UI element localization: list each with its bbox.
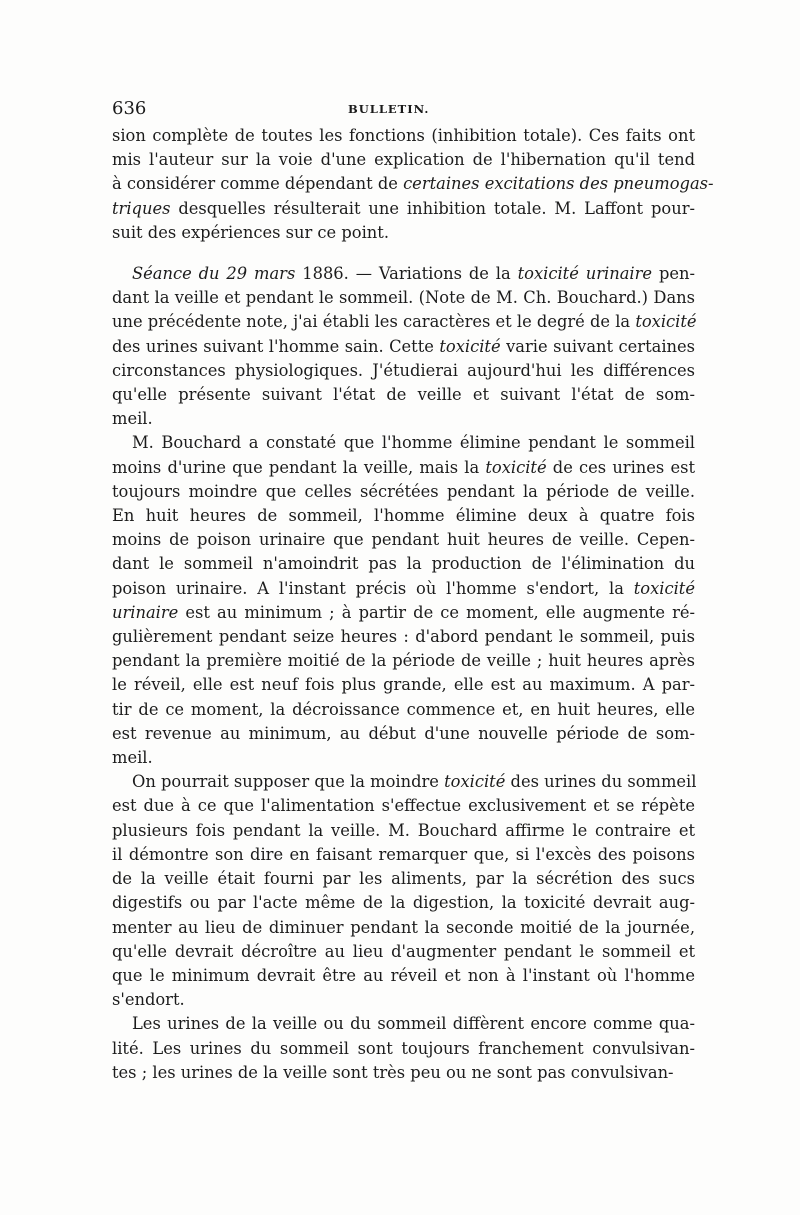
text-line (112, 286, 695, 310)
text-run: de la veille était fourni par les aliments, par la sécrétion des sucs (112, 869, 695, 889)
running-head (112, 98, 695, 122)
paragraph-moindre-toxicite (112, 770, 695, 1012)
text-line (112, 819, 695, 843)
text-line (112, 172, 714, 196)
text-line (112, 407, 695, 431)
text-run: il démontre son dire en faisant remarquer que, si l'excès des poisons (112, 844, 695, 864)
text-line (112, 698, 695, 722)
text-run: circonstances physiologiques. J'étudierai aujourd'hui les différences (112, 360, 695, 380)
text-run: est au minimum ; à partir de ce moment, elle augmente ré- (178, 602, 695, 622)
text-run: En huit heures de sommeil, l'homme élimine deux à quatre fois (112, 506, 695, 526)
text-line (112, 1037, 695, 1061)
text-run: meil. (112, 409, 153, 429)
text-run: des urines suivant l'homme sain. Cette (112, 336, 440, 356)
text-line (112, 456, 695, 480)
page-number: 636 (112, 98, 147, 119)
text-run: Les urines de la veille ou du sommeil diffèrent encore comme qua- (132, 1014, 695, 1034)
text-line (112, 552, 695, 576)
text-run: est revenue au minimum, au début d'une nouvelle période de som- (112, 723, 695, 743)
italic-run: toxicité (635, 312, 697, 332)
text-run: tir de ce moment, la décroissance commence et, en huit heures, elle (112, 699, 695, 719)
text-line (112, 649, 695, 673)
text-line (112, 843, 695, 867)
text-line (112, 480, 695, 504)
text-line (112, 577, 695, 601)
text-run: toujours moindre que celles sécrétées pendant la période de veille. (112, 481, 695, 501)
paragraph-bouchard-constat (112, 431, 695, 770)
text-run: dant le sommeil n'amoindrit pas la production de l'élimination du (112, 554, 695, 574)
text-line (112, 1012, 695, 1036)
text-run: moins de poison urinaire que pendant huit heures de veille. Cepen- (112, 530, 695, 550)
text-line (112, 964, 695, 988)
italic-run: toxicité (439, 336, 501, 356)
italic-run: toxicité (485, 457, 547, 477)
italic-run: certaines excitations des pneumogas- (403, 174, 714, 194)
text-run: gulièrement pendant seize heures : d'abord pendant le sommeil, puis (112, 627, 695, 647)
text-run: des urines du sommeil (505, 772, 697, 792)
text-run: mis l'auteur sur la voie d'une explication de l'hibernation qu'il tend (112, 150, 695, 170)
text-run: desquelles résulterait une inhibition totale. M. Laffont pour- (170, 198, 695, 218)
text-line (112, 504, 695, 528)
text-run: On pourrait supposer que la moindre (132, 772, 445, 792)
text-run: qu'elle devrait décroître au lieu d'augmenter pendant le sommeil et (112, 941, 695, 961)
text-line (112, 891, 695, 915)
text-run: tes ; les urines de la veille sont très peu ou ne sont pas convulsivan- (112, 1062, 674, 1082)
text-line (112, 601, 695, 625)
text-run: sion complète de toutes les fonctions (inhibition totale). Ces faits ont (112, 126, 695, 145)
italic-run: toxicité urinaire (517, 264, 653, 284)
text-run: M. Bouchard a constaté que l'homme élimine pendant le sommeil (132, 433, 695, 453)
paragraph-seance-29-mars (112, 262, 695, 431)
text-line (112, 148, 695, 172)
text-run: 1886. — Variations de la (295, 264, 518, 284)
paragraph-hibernation (112, 124, 714, 245)
text-line (112, 746, 695, 770)
italic-run: Séance du 29 mars (132, 264, 296, 284)
text-line (112, 940, 695, 964)
text-line (112, 359, 695, 383)
text-run: qu'elle présente suivant l'état de veille et suivant l'état de som- (112, 385, 695, 405)
text-run: pen- (652, 264, 695, 284)
text-run: une précédente note, j'ai établi les caractères et le degré de la (112, 312, 636, 332)
text-run: à considérer comme dépendant de (112, 174, 404, 194)
text-run: est due à ce que l'alimentation s'effectue exclusivement et se répète (112, 796, 695, 816)
text-line (112, 262, 695, 286)
text-run: s'endort. (112, 990, 185, 1010)
text-run: le réveil, elle est neuf fois plus grande, elle est au maximum. A par- (112, 675, 695, 695)
text-run: lité. Les urines du sommeil sont toujours franchement convulsivan- (112, 1038, 695, 1058)
italic-run: toxicité (444, 772, 506, 792)
section-gap (112, 245, 695, 262)
text-line (112, 794, 695, 818)
text-line (112, 383, 695, 407)
italic-run: triques (112, 198, 171, 218)
text-run: poison urinaire. A l'instant précis où l'homme s'endort, la (112, 578, 634, 598)
text-line (112, 1061, 695, 1085)
journal-title: BULLETIN. (348, 102, 430, 116)
text-run: dant la veille et pendant le sommeil. (Note de M. Ch. Bouchard.) Dans (112, 288, 695, 308)
text-line (112, 916, 695, 940)
text-line (112, 431, 695, 455)
text-run: digestifs ou par l'acte même de la digestion, la toxicité devrait aug- (112, 893, 695, 913)
text-run: pendant la première moitié de la période de veille ; huit heures après (112, 651, 695, 671)
text-line (112, 221, 695, 245)
italic-run: urinaire (112, 602, 179, 622)
text-run: que le minimum devrait être au réveil et non à l'instant où l'homme (112, 965, 695, 985)
text-line (112, 770, 695, 794)
text-line (112, 867, 695, 891)
italic-run: toxicité (633, 578, 695, 598)
text-run: moins d'urine que pendant la veille, mais la (112, 457, 486, 477)
body-text (112, 124, 714, 1085)
text-run: menter au lieu de diminuer pendant la seconde moitié de la journée, (112, 917, 695, 937)
text-line (112, 310, 695, 334)
text-line (112, 197, 695, 221)
text-line (112, 722, 695, 746)
paragraph-urines-qualite (112, 1012, 695, 1085)
text-line (112, 335, 695, 359)
text-run: varie suivant certaines (500, 336, 696, 356)
text-run: plusieurs fois pendant la veille. M. Bouchard affirme le contraire et (112, 820, 695, 840)
text-line (112, 528, 695, 552)
text-run: meil. (112, 748, 153, 768)
text-line (112, 124, 695, 148)
text-line (112, 625, 695, 649)
text-line (112, 673, 695, 697)
text-run: suit des expériences sur ce point. (112, 222, 389, 242)
text-run: de ces urines est (546, 457, 695, 477)
text-line (112, 988, 695, 1012)
